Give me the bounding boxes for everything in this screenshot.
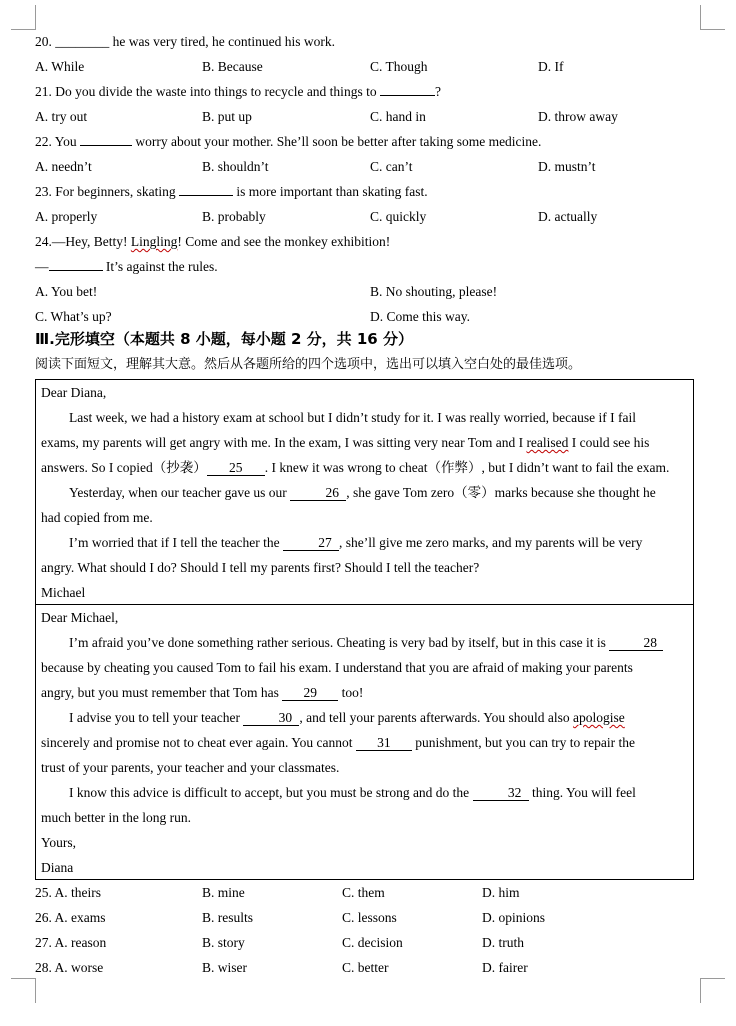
blank-26: 26 [290,486,346,501]
letter2-signature: Diana [41,860,74,875]
q26-option-c: C. lessons [342,910,397,925]
q27-option-a: 27. A. reason [35,935,107,950]
q23-option-d: D. actually [538,209,598,224]
letter2-p2-line2: sincerely and promise not to cheat ever again. You cannot 31 punishment, but you can try to repair the [41,735,635,750]
letter2-p1-line2: because by cheating you caused Tom to fail his exam. I understand that you are afraid of making your parents [41,660,633,675]
q24-option-b: B. No shouting, please! [370,284,498,299]
q23-option-b: B. probably [202,209,266,224]
answer-blank [380,95,435,96]
blank-27: 27 [283,536,339,551]
letter1-p1-line3: answers. So I copied（抄袭） 25 . I knew it was wrong to cheat（作弊）, but I didn’t want to fail the exam. [41,460,670,475]
letter-from-michael [35,379,694,605]
q26-option-b: B. results [202,910,254,925]
q20-option-d: D. If [538,59,564,74]
letter2-p3-line1: I know this advice is difficult to accept, but you must be strong and do the 32 thing. You will feel [69,785,636,800]
question-23-stem: 23. For beginners, skating is more important than skating fast. [35,184,428,199]
letter1-p1-line1: Last week, we had a history exam at school but I didn’t study for it. I was really worried, because if I fail [69,410,636,425]
q24-option-d: D. Come this way. [370,309,470,324]
letter2-p2-line3: trust of your parents, your teacher and your classmates. [41,760,340,775]
q22-option-a: A. needn’t [35,159,92,174]
letter1-p3-line2: angry. What should I do? Should I tell my parents first? Should I tell the teacher? [41,560,480,575]
blank-30: 30 [243,711,299,726]
q28-option-b: B. wiser [202,960,247,975]
blank-31: 31 [356,736,412,751]
letter2-p1-line1: I’m afraid you’ve done something rather serious. Cheating is very bad by itself, but in this case it is 28 [41,630,687,655]
letter1-greeting: Dear Diana, [41,385,107,400]
section-instructions: 阅读下面短文，理解其大意。然后从各题所给的四个选项中，选出可以填入空白处的最佳选项。 [35,357,582,372]
question-20-stem: 20. ________ he was very tired, he continued his work. [35,34,335,49]
crop-mark-bottom-left [11,978,36,1003]
q28-option-a: 28. A. worse [35,960,104,975]
letter1-p2-line2: had copied from me. [41,510,153,525]
blank-32: 32 [473,786,529,801]
question-22-stem: 22. You worry about your mother. She’ll soon be better after taking some medicine. [35,134,542,149]
q21-option-c: C. hand in [370,109,426,124]
letter2-closing: Yours, [41,835,77,850]
letter1-p2-line1: Yesterday, when our teacher gave us our 26 , she gave Tom zero（零）marks because she thought he [69,485,656,500]
blank-29: 29 [282,686,338,701]
crop-mark-top-left [11,5,36,30]
q20-option-c: C. Though [370,59,428,74]
answer-blank [80,145,132,146]
letter2-p3-line2: much better in the long run. [41,810,191,825]
letter1-p1-line2: exams, my parents will get angry with me. In the exam, I was sitting very near Tom and I realised I could see his [41,435,650,450]
letter2-p1-line3: angry, but you must remember that Tom has 29 too! [41,685,364,700]
letter2-greeting: Dear Michael, [41,610,119,625]
question-24-reply: — It’s against the rules. [35,259,218,274]
q21-option-a: A. try out [35,109,88,124]
q21-option-b: B. put up [202,109,252,124]
crop-mark-top-right [700,5,725,30]
answer-blank [179,195,233,196]
q26-option-d: D. opinions [482,910,546,925]
answer-blank [49,270,103,271]
letter1-signature: Michael [41,585,86,600]
blank-28: 28 [609,636,663,651]
blank-25: 25 [207,461,265,476]
q28-option-c: C. better [342,960,389,975]
q23-option-c: C. quickly [370,209,427,224]
q27-option-c: C. decision [342,935,403,950]
letter-from-diana [35,604,694,880]
q28-option-d: D. fairer [482,960,528,975]
q24-option-c: C. What’s up? [35,309,112,324]
q27-option-b: B. story [202,935,245,950]
q25-option-b: B. mine [202,885,245,900]
letter2-p2-line1: I advise you to tell your teacher 30 , and tell your parents afterwards. You should also apologise [69,710,625,725]
q26-option-a: 26. A. exams [35,910,106,925]
q23-option-a: A. properly [35,209,98,224]
q25-option-d: D. him [482,885,520,900]
q20-option-b: B. Because [202,59,263,74]
q22-option-c: C. can’t [370,159,413,174]
question-24-stem: 24.—Hey, Betty! Lingling! Come and see the monkey exhibition! [35,234,391,249]
question-21-stem: 21. Do you divide the waste into things to recycle and things to ? [35,84,441,99]
q21-option-d: D. throw away [538,109,618,124]
crop-mark-bottom-right [700,978,725,1003]
section-heading: Ⅲ.完形填空（本题共 8 小题，每小题 2 分，共 16 分） [35,330,413,348]
q22-option-d: D. mustn’t [538,159,596,174]
q27-option-d: D. truth [482,935,524,950]
q22-option-b: B. shouldn’t [202,159,269,174]
q25-option-c: C. them [342,885,385,900]
letter1-p3-line1: I’m worried that if I tell the teacher the 27 , she’ll give me zero marks, and my parents will be very [69,535,643,550]
q25-option-a: 25. A. theirs [35,885,101,900]
q24-option-a: A. You bet! [35,284,98,299]
q20-option-a: A. While [35,59,85,74]
